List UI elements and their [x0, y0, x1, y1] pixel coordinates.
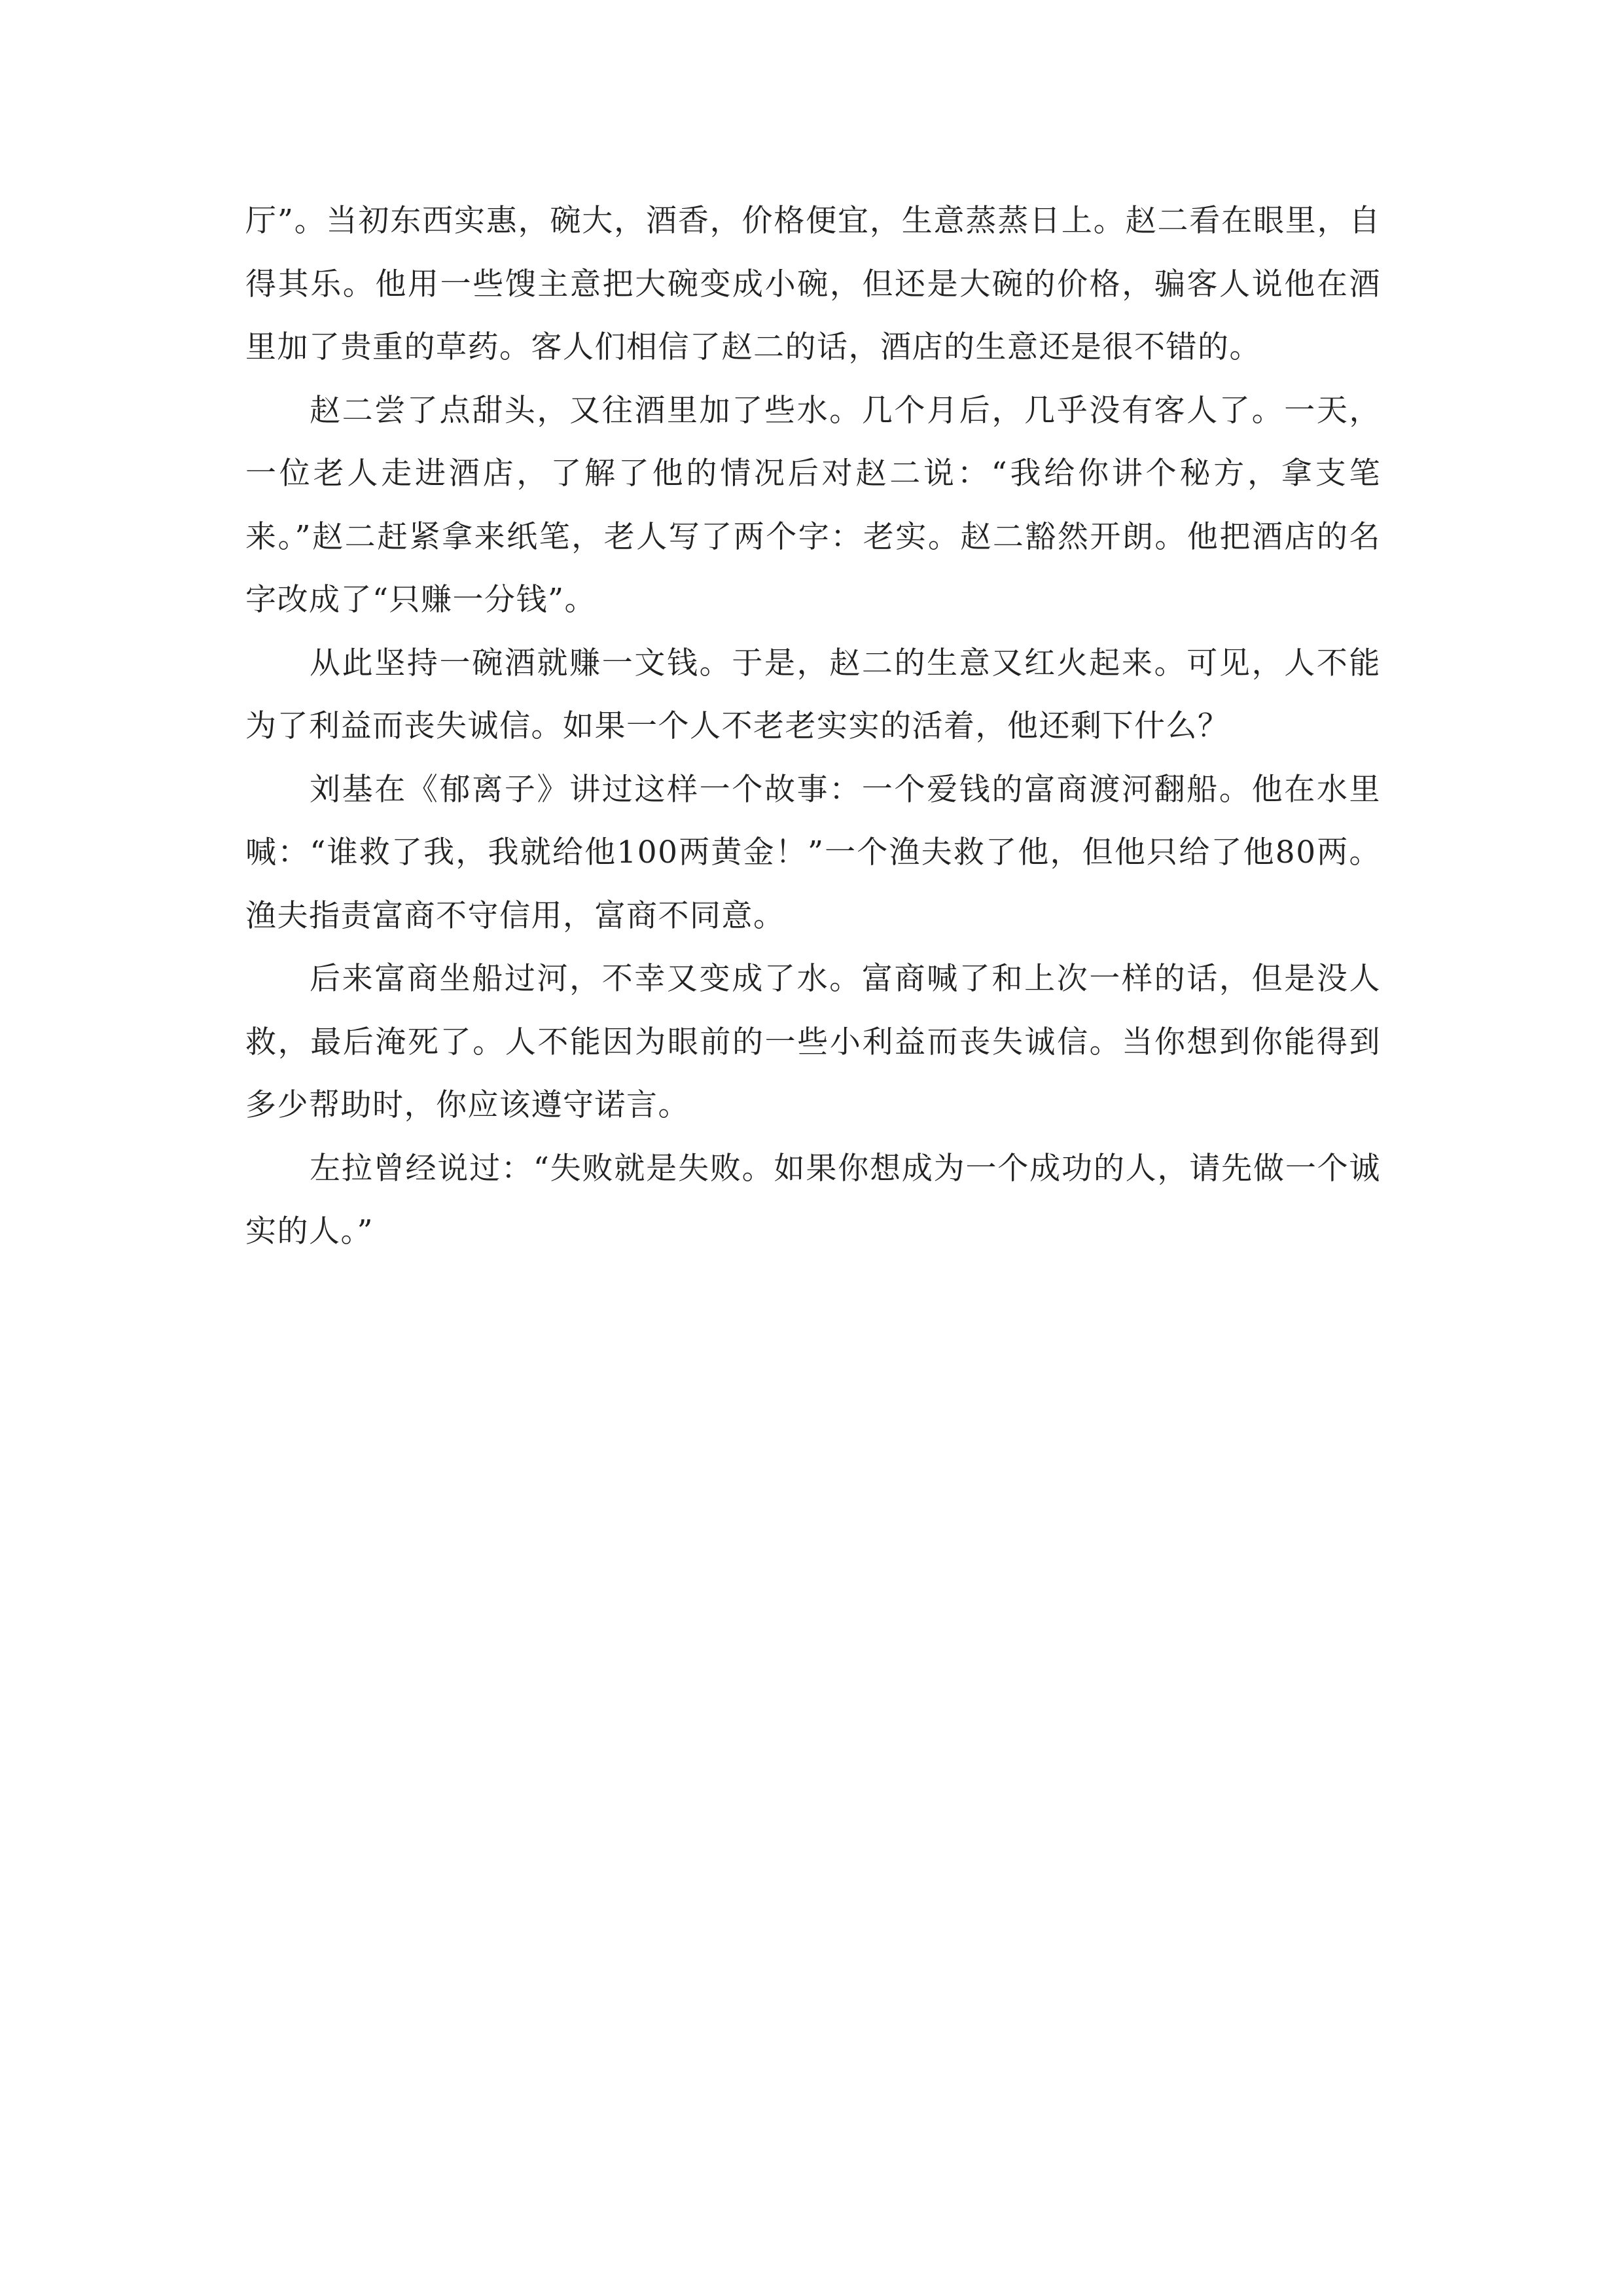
paragraph-2: 赵二尝了点甜头，又往酒里加了些水。几个月后，几乎没有客人了。一天，一位老人走进酒店，了解了他的情况后对赵二说：“我给你讲个秘方，拿支笔来。”赵二赶紧拿来纸笔，老人写了两个字：老实。赵二豁然开朗。他把酒店的名字改成了“只赚一分钱”。: [245, 392, 1381, 618]
paragraph-5: 后来富商坐船过河，不幸又变成了水。富商喊了和上次一样的话，但是没人救，最后淹死了。人不能因为眼前的一些小利益而丧失诚信。当你想到你能得到多少帮助时，你应该遵守诺言。: [245, 961, 1381, 1123]
paragraph-1: 厅”。当初东西实惠，碗大，酒香，价格便宜，生意蒸蒸日上。赵二看在眼里，自得其乐。他用一些馊主意把大碗变成小碗，但还是大碗的价格，骗客人说他在酒里加了贵重的草药。客人们相信了赵二的话，酒店的生意还是很不错的。: [245, 203, 1381, 365]
paragraph-6: 左拉曾经说过：“失败就是失败。如果你想成为一个成功的人，请先做一个诚实的人。”: [245, 1150, 1381, 1249]
paragraph-4: 刘基在《郁离子》讲过这样一个故事：一个爱钱的富商渡河翻船。他在水里喊：“谁救了我，我就给他100两黄金！”一个渔夫救了他，但他只给了他80两。渔夫指责富商不守信用，富商不同意。: [245, 771, 1381, 934]
document-body: [245, 190, 1381, 1264]
paragraph-3: 从此坚持一碗酒就赚一文钱。于是，赵二的生意又红火起来。可见，人不能为了利益而丧失诚信。如果一个人不老老实实的活着，他还剩下什么？: [245, 645, 1381, 744]
